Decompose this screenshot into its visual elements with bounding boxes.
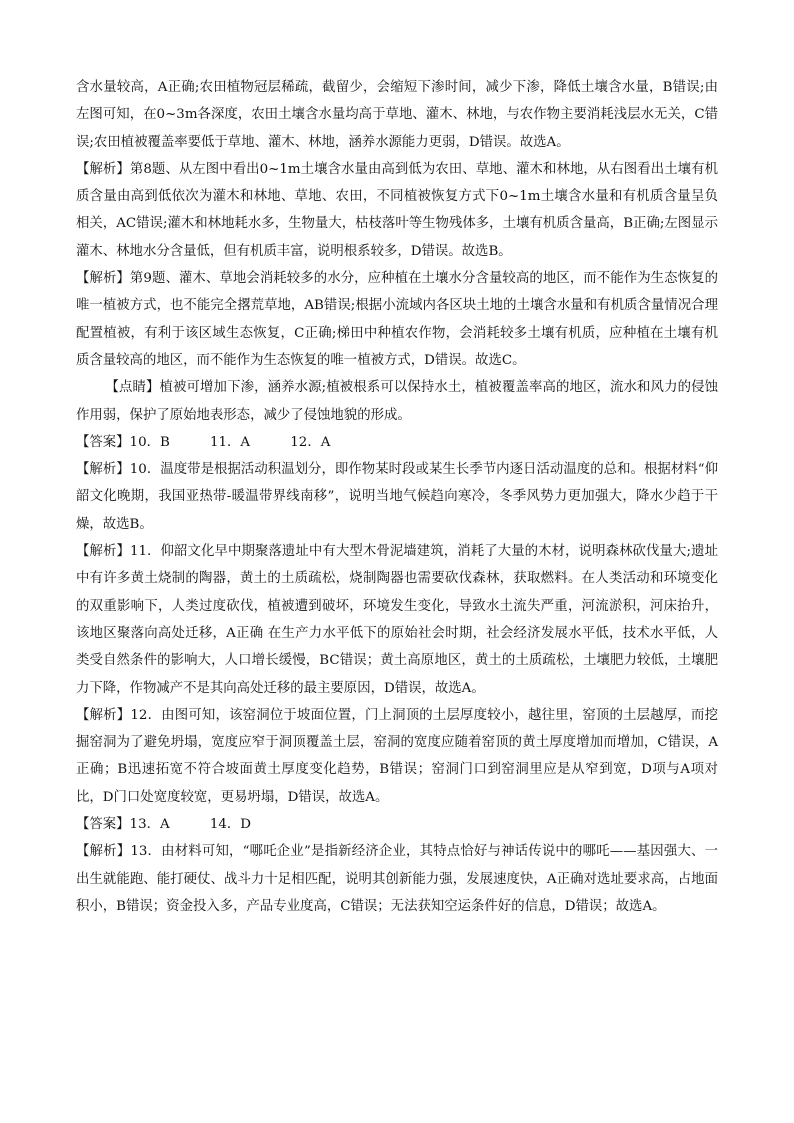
paragraph-analysis-q12: 【解析】12．由图可知，该窑洞位于坡面位置，门上洞顶的土层厚度较小，越往里，窑顶的土层越厚，而挖掘窑洞为了避免坍塌，宽度应窄于洞顶覆盖土层，窑洞的宽度应随着窑顶的黄土厚度增加而增加，C错误，A正确；B迅速拓宽不符合坡面黄土厚度变化趋势，B错误；窑洞门口到窑洞里应是从窄到宽，D项与A项对比，D门口处宽度较宽，更易坍塌，D错误，故选A。: [76, 707, 718, 805]
paragraph-key-point: 【点睛】植被可增加下渗，涵养水源;植被根系可以保持水土，植被覆盖率高的地区，流水和风力的侵蚀作用弱，保护了原始地表形态，减少了侵蚀地貌的形成。: [76, 380, 718, 423]
paragraph-analysis-q11: 【解析】11．仰韶文化早中期聚落遗址中有大型木骨泥墙建筑，消耗了大量的木材，说明森林砍伐量大;遗址中有许多黄土烧制的陶器，黄土的土质疏松，烧制陶器也需要砍伐森林，获取燃料。在人类活动和环境变化的双重影响下，人类过度砍伐，植被遭到破坏，环境发生变化，导致水土流失严重，河流淤积，河床抬升，该地区聚落向高处迁移，A正确 在生产力水平低下的原始社会时期，社会经济发展水平低，技术水平低，人类受自然条件的影响大，人口增长缓慢，BC错误；黄土高原地区，黄土的土质疏松，土壤肥力较低，土壤肥力下降，作物减产不是其向高处迁移的最主要原因，D错误，故选A。: [76, 544, 718, 696]
paragraph-answer-7-continued: 含水量较高，A正确;农田植物冠层稀疏，截留少，会缩短下渗时间，减少下渗，降低土壤含水量，B错误;由左图可知，在0~3m各深度，农田土壤含水量均高于草地、灌木、林地，与农作物主要消耗浅层水无关，C错误;农田植被覆盖率要低于草地、灌木、林地，涵养水源能力更弱，D错误。故选A。: [76, 80, 718, 150]
paragraph-answer-13-14: 【答案】13．A 14．D: [76, 817, 251, 833]
paragraph-analysis-q13: 【解析】13．由材料可知，“哪吒企业”是指新经济企业，其特点恰好与神话传说中的哪吒——基因强大、一出生就能跑、能打硬仗、战斗力十足相匹配，说明其创新能力强，发展速度快，A正确对选址要求高，占地面积小，B错误；资金投入多，产品专业度高，C错误；无法获知空运条件好的信息，D错误；故选A。: [76, 844, 718, 914]
paragraph-analysis-q8: 【解析】第8题、从左图中看出0~1m土壤含水量由高到低为农田、草地、灌木和林地，从右图看出土壤有机质含量由高到低依次为灌木和林地、草地、农田，不同植被恢复方式下0~1m土壤含水量和有机质含量呈负相关，AC错误;灌木和林地耗水多，生物量大，枯枝落叶等生物残体多，土壤有机质含量高，B正确;左图显示灌木、林地水分含量低，但有机质丰富，说明根系较多，D错误。故选B。: [76, 161, 718, 259]
paragraph-answer-10-12: 【答案】10．B 11．A 12．A: [76, 434, 331, 450]
paragraph-analysis-q10: 【解析】10．温度带是根据活动积温划分，即作物某时段或某生长季节内逐日活动温度的总和。根据材料“仰韶文化晚期，我国亚热带-暖温带界线南移”，说明当地气候趋向寒冷，冬季风势力更加强大，降水少趋于干燥，故选B。: [76, 462, 718, 532]
paragraph-analysis-q9: 【解析】第9题、灌木、草地会消耗较多的水分，应种植在土壤水分含量较高的地区，而不能作为生态恢复的唯一植被方式，也不能完全撂荒草地，AB错误;根据小流域内各区块土地的土壤含水量和有机质含量情况合理配置植被，有利于该区域生态恢复，C正确;梯田中种植农作物，会消耗较多土壤有机质，应种植在土壤有机质含量较高的地区，而不能作为生态恢复的唯一植被方式，D错误。故选C。: [76, 271, 718, 368]
